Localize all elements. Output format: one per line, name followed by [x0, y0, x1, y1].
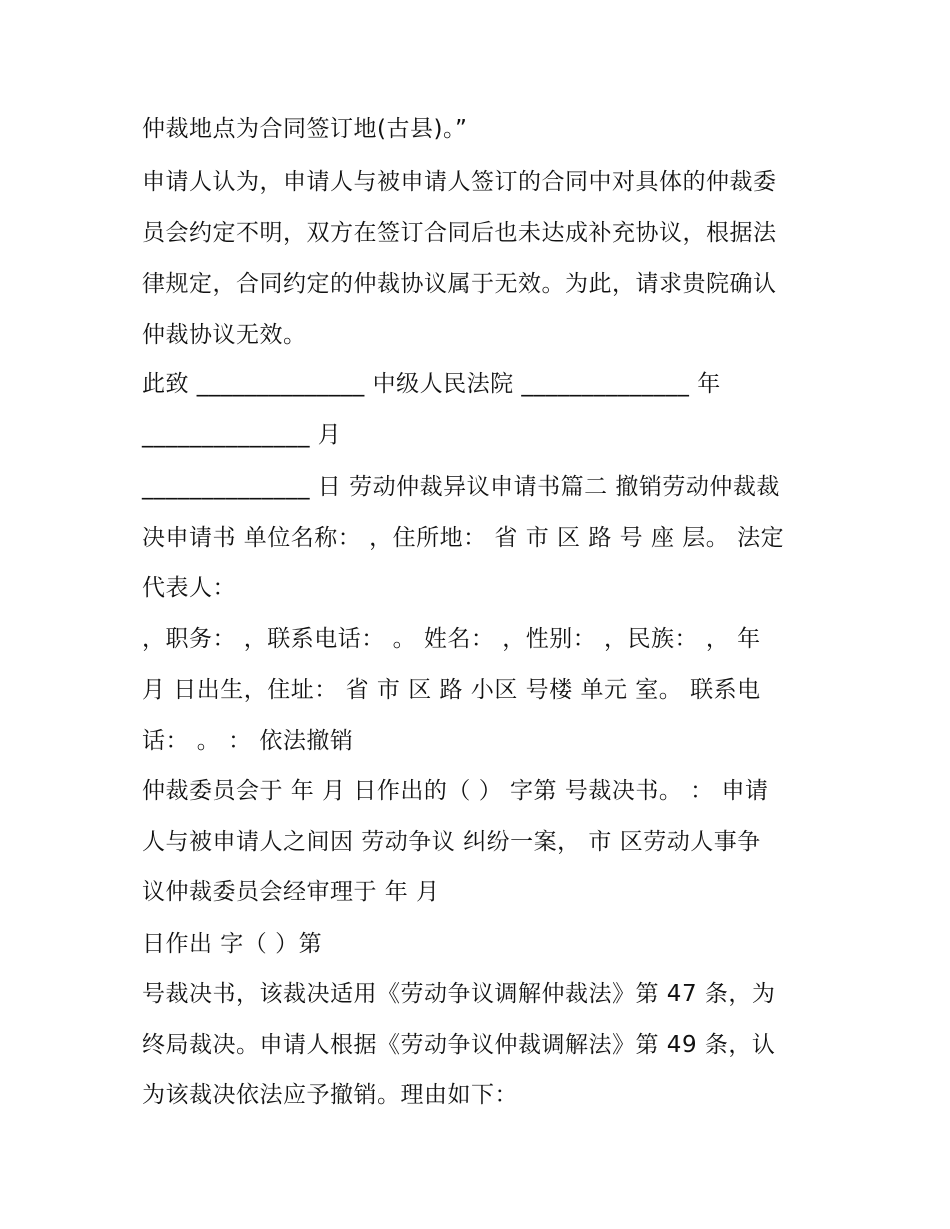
- text-line: 申请人认为，申请人与被申请人签订的合同中对具体的仲裁委: [142, 169, 777, 195]
- text-line: 仲裁地点为合同签订地(古县)。”: [142, 116, 468, 142]
- text-line: ，职务： ，联系电话： 。 姓名： ，性别： ，民族： ， 年: [142, 626, 761, 652]
- text-line: 律规定，合同约定的仲裁协议属于无效。为此，请求贵院确认: [142, 271, 777, 297]
- text-line: 此致 ______________ 中级人民法院 ______________ 年: [142, 371, 721, 397]
- text-line: 日作出 字（ ）第: [142, 931, 323, 957]
- text-line: 话： 。 ： 依法撤销: [142, 728, 354, 754]
- text-line: 员会约定不明，双方在签订合同后也未达成补充协议，根据法: [142, 220, 777, 246]
- text-line: 议仲裁委员会经审理于 年 月: [142, 879, 440, 905]
- text-line: 代表人：: [142, 575, 236, 601]
- text-line: 仲裁协议无效。: [142, 322, 307, 348]
- text-line: ______________ 日 劳动仲裁异议申请书篇二 撤销劳动仲裁裁: [142, 474, 780, 500]
- text-line: ______________ 月: [142, 422, 342, 448]
- text-line: 号裁决书，该裁决适用《劳动争议调解仲裁法》第 47 条，为: [142, 981, 776, 1007]
- text-line: 终局裁决。申请人根据《劳动争议仲裁调解法》第 49 条，认: [142, 1032, 776, 1058]
- text-line: 为该裁决依法应予撤销。理由如下：: [142, 1082, 518, 1108]
- text-line: 仲裁委员会于 年 月 日作出的（ ） 字第 号裁决书。 ： 申请: [142, 778, 769, 804]
- text-line: 决申请书 单位名称： ，住所地： 省 市 区 路 号 座 层。 法定: [142, 525, 785, 551]
- text-line: 人与被申请人之间因 劳动争议 纠纷一案， 市 区劳动人事争: [142, 829, 761, 855]
- text-line: 月 日出生，住址： 省 市 区 路 小区 号楼 单元 室。 联系电: [142, 677, 761, 703]
